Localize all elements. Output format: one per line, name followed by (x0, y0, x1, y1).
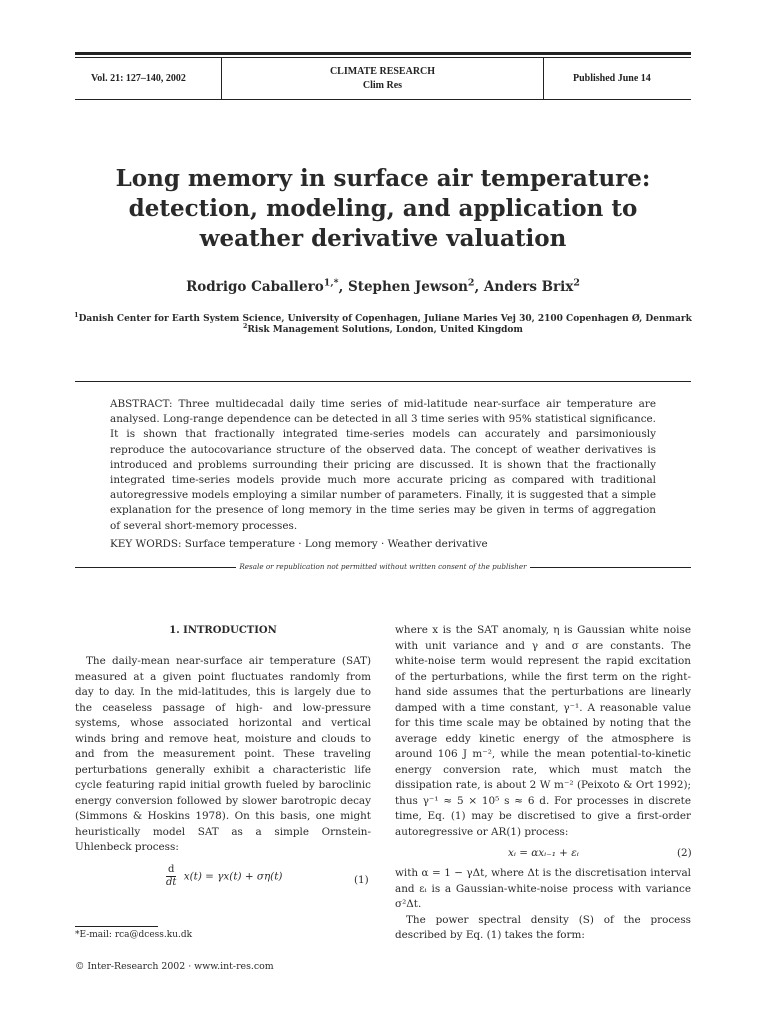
publication-date: Published June 14 (573, 73, 651, 84)
author-name: Rodrigo Caballero (186, 279, 324, 295)
equation-1-number: (1) (354, 874, 369, 886)
eq1-derivative-numerator: d (166, 864, 176, 877)
author-superscript: 2 (467, 277, 475, 289)
affiliation-1: $^1$Danish Center for Earth System Science, University of Copenhagen, Juliane Maries Vej 30, 2100 Copenhagen Ø, Denmark (74, 312, 692, 324)
equation-2: xᵢ = αxᵢ₋₁ + εᵢ (508, 847, 579, 859)
footnote-email: *E-mail: rca@dcess.ku.dk (75, 930, 193, 940)
paragraph: The power spectral density (S) of the process described by Eq. (1) takes the form: (395, 913, 691, 941)
eq1-body: x(t) = γx(t) + ση(t) (183, 870, 283, 883)
copyright-line: © Inter-Research 2002 · www.int-res.com (75, 961, 274, 972)
left-column-text (75, 654, 371, 856)
paragraph: The daily-mean near-surface air temperature (SAT) measured at a given point fluctuates randomly from day to day. In the mid-latitudes, this is largely due to the ceaseless passage of high- and low-pressure systems, whose associated horizontal and vertical winds bring and remove heat, moisture and clouds to and from the measurement point. These traveling perturbations generally exhibit a characteristic life cycle featuring rapid initial growth fueled by baroclinic energy conversion followed by slower barotropic decay (Simmons & Hoskins 1978). On this basis, one might heuristically model SAT as a simple Ornstein-Uhlenbeck process: (75, 655, 371, 853)
right-column-text (395, 623, 691, 840)
paragraph: where x is the SAT anomaly, η is Gaussian white noise with unit variance and γ and σ are constants. The white-noise term would represent the rapid excitation of the perturbations, while the first term on the right-hand side assumes that the perturbations are linearly damped with a time constant, γ⁻¹. A reasonable value for this time scale may be obtained by noting that the average eddy kinetic energy of the atmosphere is around 106 J m⁻², while the mean potential-to-kinetic energy conversion rate, which must match the dissipation rate, is about 2 W m⁻² (Peixoto & Ort 1992); thus γ⁻¹ ≈ 5 × 10⁵ s ≈ 6 d. For processes in discrete time, Eq. (1) may be discretised to give a first-order autoregressive or AR(1) process: (395, 624, 691, 838)
author-name: , Stephen Jewson (338, 279, 468, 295)
equation-1 (166, 864, 282, 889)
equation-2-number: (2) (677, 847, 692, 859)
keywords: KEY WORDS: Surface temperature · Long memory · Weather derivative (110, 538, 488, 550)
header-top-rule-thick (75, 52, 691, 55)
author-name: , Anders Brix (474, 279, 574, 295)
author-list (75, 279, 691, 295)
republication-notice: Resale or republication not permitted without written consent of the publisher (75, 562, 691, 571)
abstract-top-rule (75, 381, 691, 382)
title-line: weather derivative valuation (199, 225, 567, 252)
title-line: Long memory in surface air temperature: (115, 165, 651, 192)
footnote-rule (75, 926, 158, 927)
header-bottom-rule (75, 99, 691, 100)
eq1-derivative-denominator: dt (166, 877, 177, 888)
volume-info: Vol. 21: 127–140, 2002 (91, 73, 186, 84)
author-superscript: 1,* (323, 277, 339, 289)
journal-abbrev: Clim Res (362, 80, 403, 91)
header-top-rule-thin (75, 57, 691, 58)
right-column-text-continued (395, 866, 691, 944)
abstract-text: ABSTRACT: Three multidecadal daily time series of mid-latitude near-surface air temperature are analysed. Long-range dependence can be detected in all 3 time series with 95% statistical significance. It is shown that fractionally integrated time-series models can accurately and parsimoniously reproduce the autocovariance structure of the observed data. The concept of weather derivatives is introduced and problems surrounding their pricing are discussed. It is shown that the fractionally integrated time-series models provide much more accurate pricing as compared with traditional autoregressive models employing a similar number of parameters. Finally, it is suggested that a simple explanation for the presence of long memory in the time series may be given in terms of aggregation of several short-memory processes. (110, 398, 656, 532)
paragraph: with α = 1 − γΔt, where Δt is the discretisation interval and εᵢ is a Gaussian-white-noise process with variance σ²Δt. (395, 867, 691, 910)
section-heading: 1. INTRODUCTION (169, 625, 277, 636)
journal-name: CLIMATE RESEARCH (329, 66, 436, 77)
author-superscript: 2 (573, 277, 580, 289)
affiliation-2: $^2$Risk Management Solutions, London, United Kingdom (243, 323, 523, 335)
paper-title (75, 164, 691, 254)
header-divider-left (221, 58, 222, 99)
title-line: detection, modeling, and application to (128, 195, 638, 222)
header-divider-right (543, 58, 544, 99)
